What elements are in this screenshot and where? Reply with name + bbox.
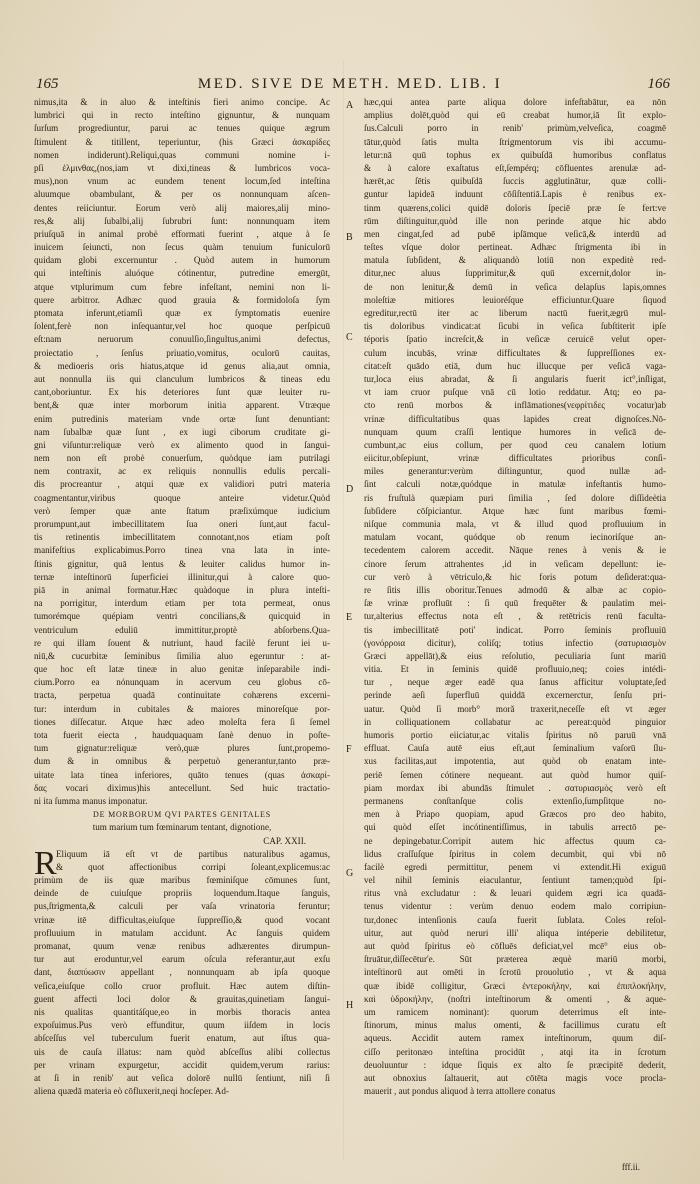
text-line: nem non eſt probè conuerſum, quòdque iam putrilagi bbox=[34, 453, 330, 464]
text-line: ſolent,ferè non inſequantur,vel hoc quoque perſpicuū bbox=[34, 321, 330, 332]
text-line: deinde de cuiuſque propriis loquendum.Itaque ſanguis, bbox=[34, 888, 330, 899]
text-line: nunquam quum craſſi lentique humores in veſicā de- bbox=[364, 426, 666, 437]
text-line: atque vtplurimum cum febre infeſtant, nemini non li- bbox=[34, 281, 330, 292]
text-line: perinde aeſi ſuperfluū quiddā excernerctur, ſenſu pri- bbox=[364, 690, 666, 701]
text-line: miles generantur:verùm diſtinguntur, quod nullæ ad- bbox=[364, 466, 666, 477]
text-line: in colliquationem collabatur ac pereat:quòd pinguior bbox=[364, 716, 666, 727]
text-line: hærēt,ac ſētis quibuſdā ſuccis agglutinātur, quæ colli- bbox=[364, 176, 666, 187]
text-line: quidam globi excernuntur . Quòd autem in humorum bbox=[34, 255, 330, 266]
text-line: ſint calculi notæ,quódque in matulæ infeſtantis humo- bbox=[364, 479, 666, 490]
text-line: uis de cauſa illatus: nam quòd abſceſſus alibi collectus bbox=[34, 1046, 330, 1057]
text-line: tecedentem calorem accedit. Nāque renes à venis & ie bbox=[364, 545, 666, 556]
text-line: egreditur,rectū iter ac liberum nactū fuerit,ægrū mul- bbox=[364, 308, 666, 318]
text-line: dum & in omnibus & perpetuò generantur,tanto præ- bbox=[34, 756, 330, 767]
drop-capital: R bbox=[34, 844, 57, 882]
text-line: humoris portio eiiciatur,ac vitalis ſpiritus nō paruū vnā bbox=[364, 730, 666, 740]
text-line: tum gignatur:reliquæ verò,quæ plures ſunt,propemo- bbox=[34, 743, 330, 754]
text-line: nis qualitas quantitáſque,eo in morbis thoracis antea bbox=[34, 1006, 330, 1017]
text-line: piā in animal formatur.Hæc quàdoque in plura inteſti- bbox=[34, 584, 330, 595]
text-line: ne depingebatur.Corripit autem hic affectus quum ca- bbox=[364, 835, 666, 846]
text-line: lumbrici qui in recto inteſtino gignuntur, & nunquam bbox=[34, 110, 330, 121]
text-line: cto renū morbos & inflāmationes(νεφρίτιδες vocatur)ab bbox=[364, 400, 666, 411]
text-line: permanens conſtanſque colis extenſio,ſumpſitque no- bbox=[364, 795, 666, 806]
text-line: uatur. Quòd ſi morb° moră traxerit,neceſſe eſt vt æger bbox=[364, 703, 666, 714]
text-line: amplius dolēt,quòd qui eū creabat humor,iā ſit explo- bbox=[364, 110, 666, 121]
text-line: deuoluuntur : idque ſiquis ex alto ſe præcipitē dederit, bbox=[364, 1059, 666, 1070]
text-line: & medioeris oris hiatus,atque id genus alia,aut omnia, bbox=[34, 360, 330, 371]
left-column bbox=[34, 96, 330, 1098]
margin-letter: E bbox=[346, 612, 353, 623]
text-line: matula ſubſident, & aliquandò lotiū non expeditè red- bbox=[364, 255, 666, 266]
text-line: periē ſemen cótinere nequeant. aut quòd humor quiſ- bbox=[364, 769, 666, 780]
text-line: effluat. Cauſa autē eius eſt,aut ſeminalium vaſorū ſlu- bbox=[364, 743, 666, 754]
text-line: enim putredinis materiam vnde ortæ ſunt denuntiant: bbox=[34, 413, 330, 424]
text-line: aut obnoxius ſaltauerit, aut cōtēta magis voce procla- bbox=[364, 1072, 666, 1083]
text-line: vt iam cruor puſque vnā cū lotio reddatur. Atq; eo pa- bbox=[364, 387, 666, 398]
text-line: Eliquum iā eſt vt de partibus naturalibus agamus, bbox=[56, 848, 330, 859]
text-line: tur,loca eius abradat, & ſi angularis fuerit ict°,inſligat, bbox=[364, 373, 666, 384]
text-line: inuicem ſeiuncti, non ſecus quàm tenuium funiculorū bbox=[34, 242, 330, 253]
text-line: aqueus. Accidit autem ramex inteſtinorum, quum diſ- bbox=[364, 1033, 666, 1044]
text-line: res,& alij ſubalbi,alij ſubrubri ſunt: nonnunquam item bbox=[34, 215, 330, 226]
text-line: que hoc eſt latæ tineæ in aluo genitæ inſeparabile indi- bbox=[34, 664, 330, 675]
text-line: guntur lapideā induunt cōſiſtentiā.Lapis è renibus ex- bbox=[364, 189, 666, 200]
text-line: tur: interdum in cubitales & maiores minoreſque por- bbox=[34, 703, 330, 714]
text-line: (γονόρροια dicitur), coliſq; totius infectio (σατυριασμὸν bbox=[364, 637, 666, 648]
text-line: citat:eſt quādo etiā, dum huc illucque per veſicā vaga- bbox=[364, 360, 666, 371]
text-line: niū,& cucurbitæ ſeminibus ſimilia aluo egeruntur : at- bbox=[34, 650, 330, 661]
text-line: proiectatio , ſenſus priuatio,vomitus, oculorū cauitas, bbox=[34, 347, 330, 358]
text-line: mus),non vnum ac eundem tenent locum,ſed inteſtina bbox=[34, 176, 330, 187]
text-line: ciſſo peritonæo inteſtina procidūt , atqi ita in ſcrotum bbox=[364, 1046, 666, 1057]
text-line: ternæ inteſtinorū ſuperficiei illinitur,qui à calore quo- bbox=[34, 571, 330, 582]
text-line: nem contraxit, ac ex reliquis nonnullis edulis percali- bbox=[34, 466, 330, 477]
text-line: tiones diſſecatur. Atque hæc adeo moleſta fera ſi ſemel bbox=[34, 716, 330, 727]
text-line: nam ſubalbæ quæ ſunt , ex iugi ciborum cruditate gi- bbox=[34, 426, 330, 437]
text-line: tis retinentis imbecillitatem connotant,nos etiam poſt bbox=[34, 532, 330, 543]
text-line: tur aut eroduntur,vel earum oſcula referantur,aut exſu bbox=[34, 954, 330, 965]
chapter-heading-2: tum marium tum fœminarum tentant, dignotione, bbox=[92, 822, 272, 833]
left-paragraph-2 bbox=[34, 844, 330, 1099]
text-line: ſtinis gignitur, quā lentus & leuiter calidus humor in- bbox=[34, 558, 330, 569]
text-line: rūm diſtinguitur,quòd ille non perinde atque hic abdo bbox=[364, 215, 666, 226]
text-line: profluuium in matulam accidunt. Ac ſanguis quidem bbox=[34, 927, 330, 938]
text-line: ritus vnà excludatur : & leuari quidem ægri ica quadā- bbox=[364, 888, 666, 899]
text-line: nomen indiderunt).Reliqui,quas communi nomine i- bbox=[34, 149, 330, 160]
text-line: dant, διαπύωσιν appellant , nonnunquam ab ipſa quoque bbox=[34, 967, 330, 978]
folio-right: 166 bbox=[647, 76, 670, 92]
text-line: men cingat,ſed ad pubē ipſāmque veſicā,& interdū ad bbox=[364, 228, 666, 239]
text-line: aliena quædā materia eò cōfluxerit,neqi hocſeper. Ad- bbox=[34, 1086, 229, 1097]
text-line: tota fuerit eiecta , haudquaquam ſanè denuo in poſte- bbox=[34, 730, 330, 740]
text-line: aut nonnulla iis qui clanculum lumbricos & tineas edu bbox=[34, 373, 330, 384]
text-line: tur , neque æger eadē qua ſanus afficitur voluptate,ſed bbox=[364, 677, 666, 688]
text-line: de non lenitur,& demū in veſica delapſus lapis,omnes bbox=[364, 281, 666, 292]
text-line: promanat, quum venæ renibus adhærentes dirumpun- bbox=[34, 941, 330, 951]
text-line: qui quòd eſſet incótinentiſſimus, in tabulis arrectō pe- bbox=[364, 822, 666, 833]
text-line: letur:nā quū tophus ex quibuſdā humoribus conflatus bbox=[364, 149, 666, 160]
text-line: facilè egredi permittitur, penem vi extendit.Hi exiguū bbox=[364, 861, 666, 872]
text-line: tinm quærens,colici quidē doloris ſpeciē præ ſe fert:ve bbox=[364, 202, 666, 213]
text-line: ris fruſtulà quæpiam puri ſimilia , ſed dolore diſſideètia bbox=[364, 492, 666, 503]
chapter-heading: DE MORBORUM QVI PARTES GENITALES bbox=[93, 810, 271, 820]
text-line: quere arbitror. Adhæc quod grauia & formidoloſa ſym bbox=[34, 294, 330, 305]
text-line: verò ſemper quæ ante ſtatum præſixúmque iudicium bbox=[34, 505, 330, 516]
text-line: pſi ἑλμινθας,(nos,iam vt dixi,tineas & lumbricos voca- bbox=[34, 162, 330, 173]
text-line: prorumpunt,aut imbecillitatem ſua oneri ſunt,aut facul- bbox=[34, 519, 330, 529]
text-line: mauerit , aut pondus aliquod à terra attollere conatus bbox=[364, 1086, 556, 1097]
text-line: matulam vocant, quódque ob renum iecinoriſque an- bbox=[364, 532, 666, 543]
text-line: vel nihil ſeminis eiaculantur, ſentiunt tamen;quòd ſpi- bbox=[364, 875, 666, 886]
text-line: niſque communia mala, vt & illud quod profluuium in bbox=[364, 519, 666, 529]
margin-letter: F bbox=[346, 744, 352, 755]
margin-letter: C bbox=[346, 332, 353, 343]
text-line: teſtes vſque dolor pertineat. Adhæc ſtrigmenta ibi in bbox=[364, 242, 666, 253]
text-line: dentes reiiciuntur. Eorum verò alij maiores,alij mino- bbox=[34, 202, 330, 213]
text-line: καὶ ὑδροκήλην, (noſtri inteſtinorum & omenti , & aque- bbox=[364, 993, 666, 1004]
text-line: tis imbecillitatē poti' indicat. Porro ſeminis profluuiū bbox=[364, 624, 666, 635]
text-line: eiicitur,obſepiunt, vrinæ difficultates prioribus conſi- bbox=[364, 453, 666, 464]
text-line: cium.Porro ea nónunquam in acervum ceu globus cō- bbox=[34, 677, 330, 688]
text-line: ſtruātur,diſſecētur'e. Sūt præterea æquè mariū morbi, bbox=[364, 954, 666, 965]
left-paragraph-2-wrap bbox=[34, 844, 330, 1099]
text-line: ſtimulent & titillent, teperiuntur, (his Græci ἀσκαρίδες bbox=[34, 136, 330, 147]
text-line: uitate lata tinea inferiores, quāto tenues (quas ἀσκαρί- bbox=[34, 769, 330, 780]
text-line: lidus craſſuſque ſpiritus in colem decumbit, qui vbi nō bbox=[364, 848, 666, 859]
text-line: cinore ſerum attrahentes ,id in veſicam depellunt: ie- bbox=[364, 558, 666, 569]
text-line: primùm de iis quæ maribus fœminiſque cōmunes ſunt, bbox=[34, 875, 330, 886]
margin-letter: B bbox=[346, 232, 353, 243]
text-line: ſtinorum, minus malus omenti, & facillimus curatu eſt bbox=[364, 1020, 666, 1031]
text-line: per vrinam expurgetur, accidit quidem,verum rarius: bbox=[34, 1059, 330, 1070]
text-line: men à Priapo quopiam, apud Græcos pro deo habito, bbox=[364, 809, 666, 820]
text-line: ſurſum progrediuntur, parui ac tenues quique ægrum bbox=[34, 123, 330, 134]
text-line: tracta, perpetua quadā continuitate cohærens excerni- bbox=[34, 690, 330, 701]
text-line: xus facilitas,aut impotentia, aut quòd ob enatam inte- bbox=[364, 756, 666, 767]
right-paragraph bbox=[364, 96, 666, 1098]
text-line: pus,ſtrigmenta,& calculi per vaſa vrinatoria feruntur; bbox=[34, 901, 330, 912]
text-line: tur,donec intenſionis cauſa fuerit ſublata. Coles reſol- bbox=[364, 914, 666, 925]
text-line: ſubſidere cōſpiciantur. Atque hæc ſunt maribus fœmi- bbox=[364, 505, 666, 516]
column-gutter bbox=[343, 60, 344, 1160]
text-line: guent affecti loci dolor & grauitas,quinetiam ſangui- bbox=[34, 993, 330, 1004]
running-title: MED. SIVE DE METH. MED. LIB. I bbox=[197, 76, 503, 92]
text-line: vrinæ difficultatibus quas lapides creat dignoſces.Nō- bbox=[364, 413, 666, 424]
text-line: cant,oboriuntur. Ex his deteriores ſunt quæ leuiter ru- bbox=[34, 387, 330, 398]
text-line: aluumque obambulant, & per os nonnunquam aſcen- bbox=[34, 189, 330, 200]
text-line: coagmentantur,viribus quoque anteire videtur.Quòd bbox=[34, 492, 330, 503]
text-line: cur verò à vētriculo,& hic foris potum deſiderat:qua- bbox=[364, 571, 666, 582]
right-column bbox=[364, 96, 666, 1098]
text-line: manifeſtius explicabimus.Porro tinea vna lata in inte- bbox=[34, 545, 330, 556]
text-line: inteſtinorū aut omēti in ſcrotū prouolutio , vt & aqua bbox=[364, 967, 666, 978]
text-line: δας vocari diximus)his antecellunt. Sed huic tractatio- bbox=[34, 782, 330, 793]
text-line: Græci appellāt),& eius reſolutio, peculiaria ſunt mariū bbox=[364, 650, 666, 661]
chapter-number: CAP. XXII. bbox=[263, 835, 306, 846]
folio-left: 165 bbox=[36, 76, 59, 92]
margin-letter: D bbox=[346, 484, 354, 495]
text-line: & à calore exaſtatus eſt,ſempérq; cōfluentes arenulæ ad- bbox=[364, 162, 666, 173]
text-line: culum incubās, vrinæ difficultates & ſuppreſſiones ex- bbox=[364, 347, 666, 358]
text-line: ventriculum eduliū immittitur,proptè abſorbens.Qua- bbox=[34, 624, 330, 635]
text-line: quæ ibidē colligitur, Græci ἐντεροκήλην, καὶ ἐπιπλοκήλην, bbox=[364, 980, 666, 991]
text-line: tātur,quòd ſatis multa ſtrigmentorum vis ibi accumu- bbox=[364, 136, 666, 147]
text-line: tenus videntur : verùm denuo eodem malo corripiun- bbox=[364, 901, 666, 912]
text-line: tis doloribus vindicat:at ſicubi in veſica ſubſtiterit ipſe bbox=[364, 321, 666, 332]
text-line: piam mordax ibi abundās ſtimulet . σατυριασμὸς verò eſt bbox=[364, 782, 666, 793]
text-line: vrinæ itē difficultas,eiuſque ſuppreſſio,& quod vocant bbox=[34, 914, 330, 925]
text-line: um ramicem nominant): quorum deterrimus eſt inte- bbox=[364, 1006, 666, 1017]
text-line: moleſtiæ mitiores leuioréſque efficiuntur.Quare ſiquod bbox=[364, 294, 666, 305]
text-line: dis procreantur , atqui quæ ex validiori putri materia bbox=[34, 479, 330, 490]
text-line: qui inteſtinis aluóque cótinentur, putredine emergūt, bbox=[34, 268, 330, 279]
text-line: veſica,eiuſque collo cruor profluit. Hæc autem diſtin- bbox=[34, 980, 330, 991]
text-line: gni viſuntur:reliquæ verò ex alimento quod in ſangui- bbox=[34, 439, 330, 450]
left-paragraph-1 bbox=[34, 96, 330, 808]
text-line: ditur,nec aluus ſupprimitur,& quū excernit,dolor in- bbox=[364, 268, 666, 279]
text-line: re qui illam ſouent & nutriunt, haud facilè ferunt iei u- bbox=[34, 637, 330, 648]
text-line: ni ita ſumma manus imponatur. bbox=[34, 795, 148, 806]
text-line: aut quòd ſpiritus eò cōfluēs deficiat,vel mcē° eius ob- bbox=[364, 941, 666, 951]
text-line: téporis ſpatio increſcit,& in veſicæ ceruicē velut oper- bbox=[364, 334, 666, 345]
text-line: & quot affectionibus corripi ſoleant,explicemus:ac bbox=[56, 861, 330, 872]
margin-letter: G bbox=[346, 868, 354, 879]
text-line: tur,alterius effectus nota eſt , & retētricis renū faculta- bbox=[364, 611, 666, 622]
text-line: ſus.Calculi porro in renib' primùm,velveſica, coagmē bbox=[364, 123, 666, 134]
text-line: abſceſſus vel tuberculum fuerit enatum, aut iſtus qua- bbox=[34, 1033, 330, 1044]
signature-mark: fff.ii. bbox=[621, 1162, 640, 1172]
text-line: priuſquā in animal probè efformati fuerint , atque à ſe bbox=[34, 228, 330, 239]
text-line: nimus,ita & in aluo & inteſtinis fieri animo concipe. Ac bbox=[34, 97, 330, 107]
text-line: at ſi in renib' aut veſica dolorē nullū ſentiunt, niſi ſi bbox=[34, 1072, 330, 1083]
text-line: re ſitis illis oboritur.Tenues admodū & albæ ac copio- bbox=[364, 584, 666, 595]
text-line: hæc,qui antea parte aliqua dolore infeſtabātur, ea nōn bbox=[364, 97, 666, 107]
text-line: bent,& quæ inter morborum initia apparent. Vtræque bbox=[34, 400, 330, 411]
margin-letter: A bbox=[346, 100, 354, 111]
text-line: expoſuimus.Pus verò effunditur, quum iiſdem in locis bbox=[34, 1020, 330, 1031]
text-line: uitur, aut quòd neruri illi' aliqua intéperie debilitetur, bbox=[364, 927, 666, 938]
text-line: eſt:nam neruorum conuulſio,ſingultus,animi defectus, bbox=[34, 334, 330, 345]
text-line: vitia. Et in ſeminis quidē profluuio,neq; coies intédi- bbox=[364, 664, 666, 675]
text-line: na porrigitur, interdum etiam per tota permeat, onus bbox=[34, 598, 330, 609]
text-line: cumbunt,ac eius collum, per quod ceu canalem lotium bbox=[364, 439, 666, 450]
text-line: ptomata inferunt,etiamſi quæ ex ſymptomatis euenire bbox=[34, 308, 330, 318]
margin-letter: H bbox=[346, 1000, 354, 1011]
text-line: ſæ vrinæ profluūt : ſi quū frequēter & paulatim mei- bbox=[364, 598, 666, 609]
text-line: tumorémque quépiam ventri concilians,& quicquid in bbox=[34, 611, 330, 622]
